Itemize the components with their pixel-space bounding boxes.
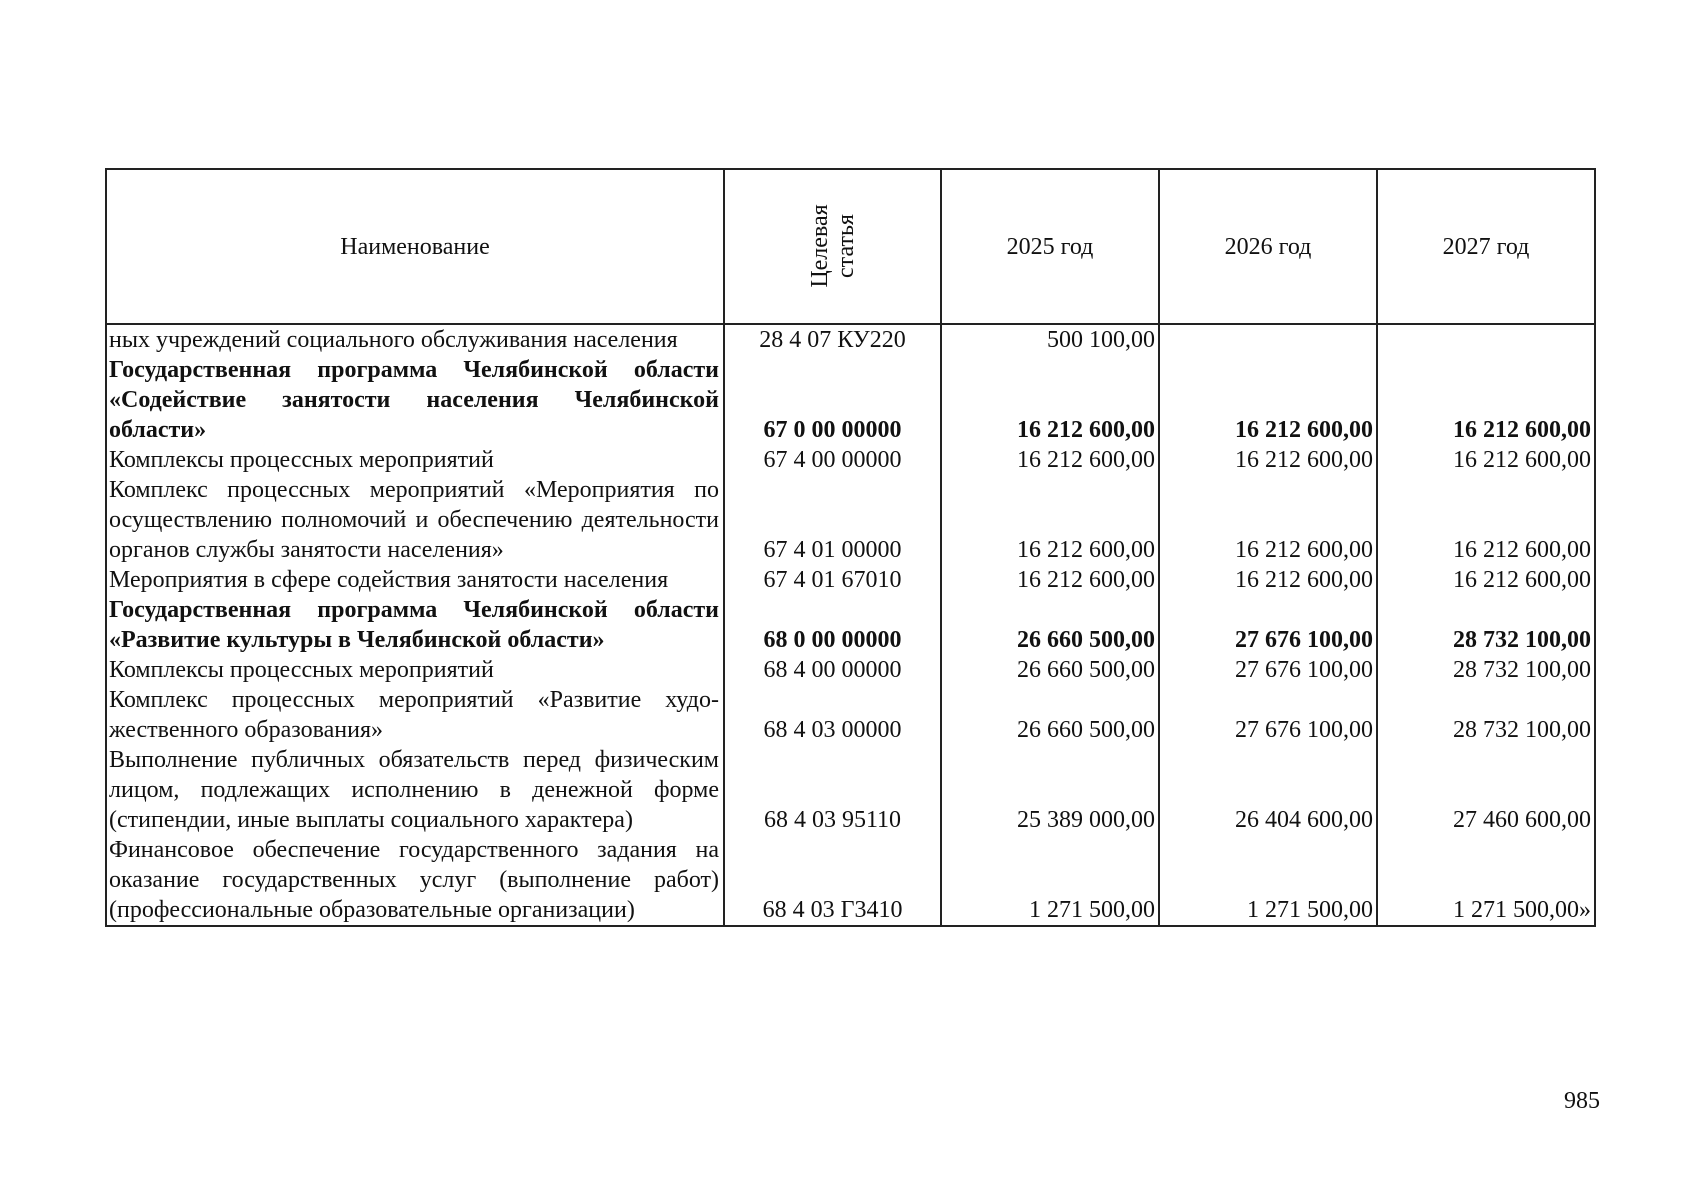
row-name-cell: ных учреждений социального обслуживания населения xyxy=(106,324,724,355)
table-row xyxy=(106,745,1595,835)
table-row xyxy=(106,565,1595,595)
row-name-cell: Комплексы процессных мероприятий xyxy=(106,655,724,685)
row-2025-cell: 16 212 600,00 xyxy=(941,565,1159,595)
row-code-cell: 68 4 03 00000 xyxy=(724,685,941,745)
row-2025-cell: 25 389 000,00 xyxy=(941,745,1159,835)
header-code-label: Целевая статья xyxy=(806,203,859,288)
header-2025: 2025 год xyxy=(941,169,1159,324)
row-code-cell: 68 0 00 00000 xyxy=(724,595,941,655)
row-2027-cell xyxy=(1377,324,1595,355)
row-2026-cell: 27 676 100,00 xyxy=(1159,685,1377,745)
row-code-cell: 68 4 03 95110 xyxy=(724,745,941,835)
row-name-cell: Комплекс процессных мероприятий «Мероприятия по осуществлению полномочий и обеспечению деятельности органов службы занятости населения» xyxy=(106,475,724,565)
row-2025-cell: 26 660 500,00 xyxy=(941,595,1159,655)
row-2027-cell: 16 212 600,00 xyxy=(1377,445,1595,475)
row-2025-cell: 16 212 600,00 xyxy=(941,445,1159,475)
row-name-cell: Комплекс процессных мероприятий «Развитие художественного образования» xyxy=(106,685,724,745)
row-code-cell: 28 4 07 КУ220 xyxy=(724,324,941,355)
row-2027-cell: 28 732 100,00 xyxy=(1377,685,1595,745)
table-body xyxy=(106,324,1595,926)
row-2026-cell: 1 271 500,00 xyxy=(1159,835,1377,926)
table-row xyxy=(106,355,1595,445)
row-2027-cell: 28 732 100,00 xyxy=(1377,655,1595,685)
row-2026-cell: 16 212 600,00 xyxy=(1159,355,1377,445)
header-2027: 2027 год xyxy=(1377,169,1595,324)
row-code-cell: 67 4 01 67010 xyxy=(724,565,941,595)
row-2027-cell: 27 460 600,00 xyxy=(1377,745,1595,835)
header-name: Наименование xyxy=(106,169,724,324)
row-code-cell: 67 4 01 00000 xyxy=(724,475,941,565)
row-2025-cell: 500 100,00 xyxy=(941,324,1159,355)
table-header xyxy=(106,169,1595,324)
row-2026-cell: 16 212 600,00 xyxy=(1159,445,1377,475)
header-code xyxy=(724,169,941,324)
row-2026-cell: 16 212 600,00 xyxy=(1159,475,1377,565)
row-name-cell: Государственная программа Челябинской области «Содействие занятости населения Челябинской области» xyxy=(106,355,724,445)
table-row xyxy=(106,445,1595,475)
table-row xyxy=(106,475,1595,565)
row-2026-cell xyxy=(1159,324,1377,355)
row-2026-cell: 16 212 600,00 xyxy=(1159,565,1377,595)
row-2027-cell: 16 212 600,00 xyxy=(1377,355,1595,445)
table-row xyxy=(106,685,1595,745)
row-name-cell: Финансовое обеспечение государственного задания на оказание государственных услуг (выполнение работ) (профессиональные образовательные организации) xyxy=(106,835,724,926)
table-row xyxy=(106,595,1595,655)
row-2026-cell: 27 676 100,00 xyxy=(1159,655,1377,685)
row-2027-cell: 1 271 500,00» xyxy=(1377,835,1595,926)
row-code-cell: 67 4 00 00000 xyxy=(724,445,941,475)
row-2027-cell: 16 212 600,00 xyxy=(1377,475,1595,565)
row-2027-cell: 28 732 100,00 xyxy=(1377,595,1595,655)
row-2025-cell: 26 660 500,00 xyxy=(941,685,1159,745)
row-2026-cell: 27 676 100,00 xyxy=(1159,595,1377,655)
row-code-cell: 68 4 00 00000 xyxy=(724,655,941,685)
row-2025-cell: 16 212 600,00 xyxy=(941,475,1159,565)
row-name-cell: Комплексы процессных мероприятий xyxy=(106,445,724,475)
row-2027-cell: 16 212 600,00 xyxy=(1377,565,1595,595)
table-row xyxy=(106,324,1595,355)
page-number: 985 xyxy=(1564,1088,1600,1114)
budget-table xyxy=(105,168,1596,927)
row-code-cell: 68 4 03 Г3410 xyxy=(724,835,941,926)
row-name-cell: Мероприятия в сфере содействия занятости населения xyxy=(106,565,724,595)
row-name-cell: Государственная программа Челябинской области «Развитие культуры в Челябинской области» xyxy=(106,595,724,655)
header-2026: 2026 год xyxy=(1159,169,1377,324)
row-code-cell: 67 0 00 00000 xyxy=(724,355,941,445)
table-row xyxy=(106,655,1595,685)
table-row xyxy=(106,835,1595,926)
row-2025-cell: 1 271 500,00 xyxy=(941,835,1159,926)
row-2025-cell: 26 660 500,00 xyxy=(941,655,1159,685)
row-2026-cell: 26 404 600,00 xyxy=(1159,745,1377,835)
row-name-cell: Выполнение публичных обязательств перед физическим лицом, подлежащих исполнению в денежной форме (стипендии, иные выплаты социального характера) xyxy=(106,745,724,835)
row-2025-cell: 16 212 600,00 xyxy=(941,355,1159,445)
